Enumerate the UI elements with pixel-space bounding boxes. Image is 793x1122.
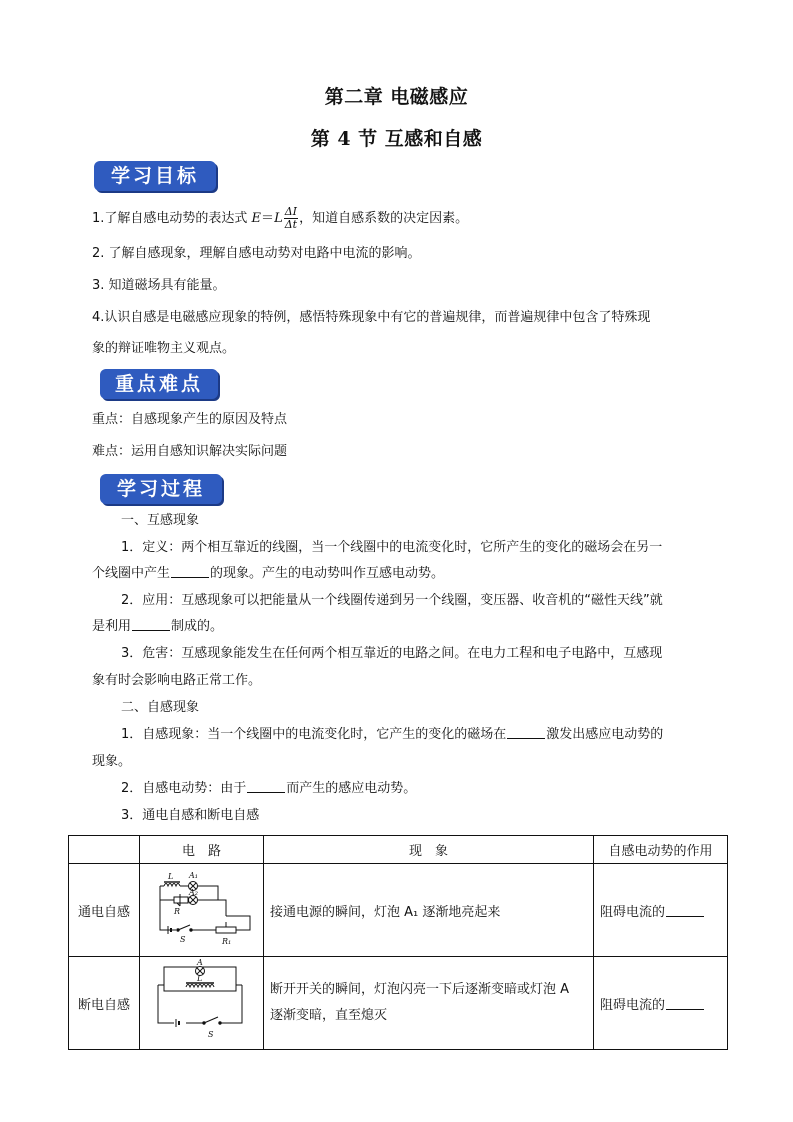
- label-r1: R₁: [222, 937, 232, 946]
- mutual-harm-line1: 3．危害：互感现象能发生在任何两个相互靠近的电路之间。在电力工程和电子电路中，互感现: [121, 646, 663, 661]
- objectives-banner: 学习目标: [94, 161, 216, 191]
- mutual-application-line1: 2．应用：互感现象可以把能量从一个线圈传递到另一个线圈，变压器、收音机的“磁性天线”就: [121, 593, 663, 608]
- objective-1-text: 1.了解自感电动势的表达式: [92, 211, 252, 226]
- table-row: [69, 864, 728, 957]
- mutual-heading: 一、互感现象: [121, 513, 200, 528]
- application-text-a: 是利用: [92, 619, 132, 634]
- self-blank[interactable]: [507, 726, 545, 739]
- effect-blank-off[interactable]: [666, 997, 704, 1010]
- label-a1: A₁: [189, 871, 198, 880]
- definition-blank[interactable]: [171, 565, 209, 578]
- section-title: 第 4 节 互感和自感: [310, 128, 483, 150]
- formula-fraction: [284, 206, 298, 231]
- mutual-harm-line2: 象有时会影响电路正常工作。: [92, 673, 262, 688]
- emf-blank[interactable]: [247, 780, 285, 793]
- table-header-empty: [69, 836, 140, 864]
- label-s: S: [208, 1030, 214, 1039]
- circuit-on-svg: [140, 864, 264, 952]
- emf-text-b: 而产生的感应电动势。: [286, 781, 417, 796]
- key-points-banner: 重点难点: [100, 369, 218, 399]
- effect-blank-on[interactable]: [666, 904, 704, 917]
- mutual-definition-line1: 1．定义：两个相互靠近的线圈，当一个线圈中的电流变化时，它所产生的变化的磁场会在另一: [121, 540, 663, 555]
- formula-l: L: [274, 211, 283, 226]
- label-l: L: [168, 872, 174, 881]
- objective-1-tail: ，知道自感系数的决定因素。: [299, 211, 469, 226]
- formula-denominator: Δt: [284, 218, 298, 231]
- circuit-diagram-on: [140, 864, 264, 957]
- objective-4-line1: 4.认识自感是电磁感应现象的特例，感悟特殊现象中有它的普遍规律，而普遍规律中包含了特殊现: [92, 310, 651, 325]
- phenomenon-off-line2: 逐渐变暗，直至熄灭: [270, 1008, 388, 1023]
- mutual-definition-line2: [92, 561, 714, 587]
- circuit-off-svg: [140, 957, 264, 1045]
- phenomenon-off-line1: 断开开关的瞬间，灯泡闪亮一下后逐渐变暗或灯泡 A: [270, 982, 570, 997]
- formula-e: E: [251, 211, 262, 226]
- self-heading: 二、自感现象: [121, 700, 200, 715]
- row-effect-on: [594, 864, 728, 957]
- emf-text-a: 2．自感电动势：由于: [121, 781, 247, 796]
- label-l: L: [197, 974, 203, 983]
- self-emf-line: [121, 776, 743, 802]
- application-text-b: 制成的。: [171, 619, 224, 634]
- row-name-on: 通电自感: [69, 864, 140, 957]
- objective-1: [92, 206, 712, 231]
- key-point-focus: 重点：自感现象产生的原因及特点: [92, 412, 288, 427]
- objective-3: 3. 知道磁场具有能量。: [92, 278, 226, 293]
- table-row: [69, 957, 728, 1050]
- self-text-b: 激发出感应电动势的: [546, 727, 664, 742]
- label-s: S: [180, 935, 186, 944]
- formula-equals: ＝: [261, 211, 275, 226]
- key-point-difficulty: 难点：运用自感知识解决实际问题: [92, 444, 288, 459]
- table-header-phenomenon: 现 象: [264, 836, 594, 864]
- self-text-a: 1．自感现象：当一个线圈中的电流变化时，它产生的变化的磁场在: [121, 727, 507, 742]
- row-phenomenon-on: 接通电源的瞬间，灯泡 A₁ 逐渐地亮起来: [264, 864, 594, 957]
- formula-numerator: ΔI: [284, 205, 298, 218]
- types-heading: 3．通电自感和断电自感: [121, 808, 260, 823]
- row-phenomenon-off: [264, 957, 594, 1050]
- self-phenomenon-line2: 现象。: [92, 754, 132, 769]
- table-header-effect: 自感电动势的作用: [594, 836, 728, 864]
- self-induction-table: [68, 835, 728, 1050]
- effect-text-off: 阻碍电流的: [600, 997, 666, 1013]
- application-blank[interactable]: [132, 618, 170, 631]
- label-a: A: [197, 958, 203, 967]
- definition-text-a: 个线圈中产生: [92, 566, 171, 581]
- effect-text-on: 阻碍电流的: [600, 904, 666, 920]
- label-a2: A₂: [189, 888, 198, 897]
- objective-2: 2. 了解自感现象，理解自感电动势对电路中电流的影响。: [92, 246, 421, 261]
- objective-4-line2: 象的辩证唯物主义观点。: [92, 341, 236, 356]
- process-banner: 学习过程: [100, 474, 222, 504]
- row-effect-off: [594, 957, 728, 1050]
- circuit-diagram-off: [140, 957, 264, 1050]
- table-header-circuit: 电 路: [140, 836, 264, 864]
- label-r: R: [174, 907, 181, 916]
- table-header-row: [69, 836, 728, 864]
- self-phenomenon-line1: [121, 722, 721, 748]
- definition-text-b: 的现象。产生的电动势叫作互感电动势。: [210, 566, 445, 581]
- mutual-application-line2: [92, 614, 714, 640]
- row-name-off: 断电自感: [69, 957, 140, 1050]
- chapter-title: 第二章 电磁感应: [324, 86, 469, 108]
